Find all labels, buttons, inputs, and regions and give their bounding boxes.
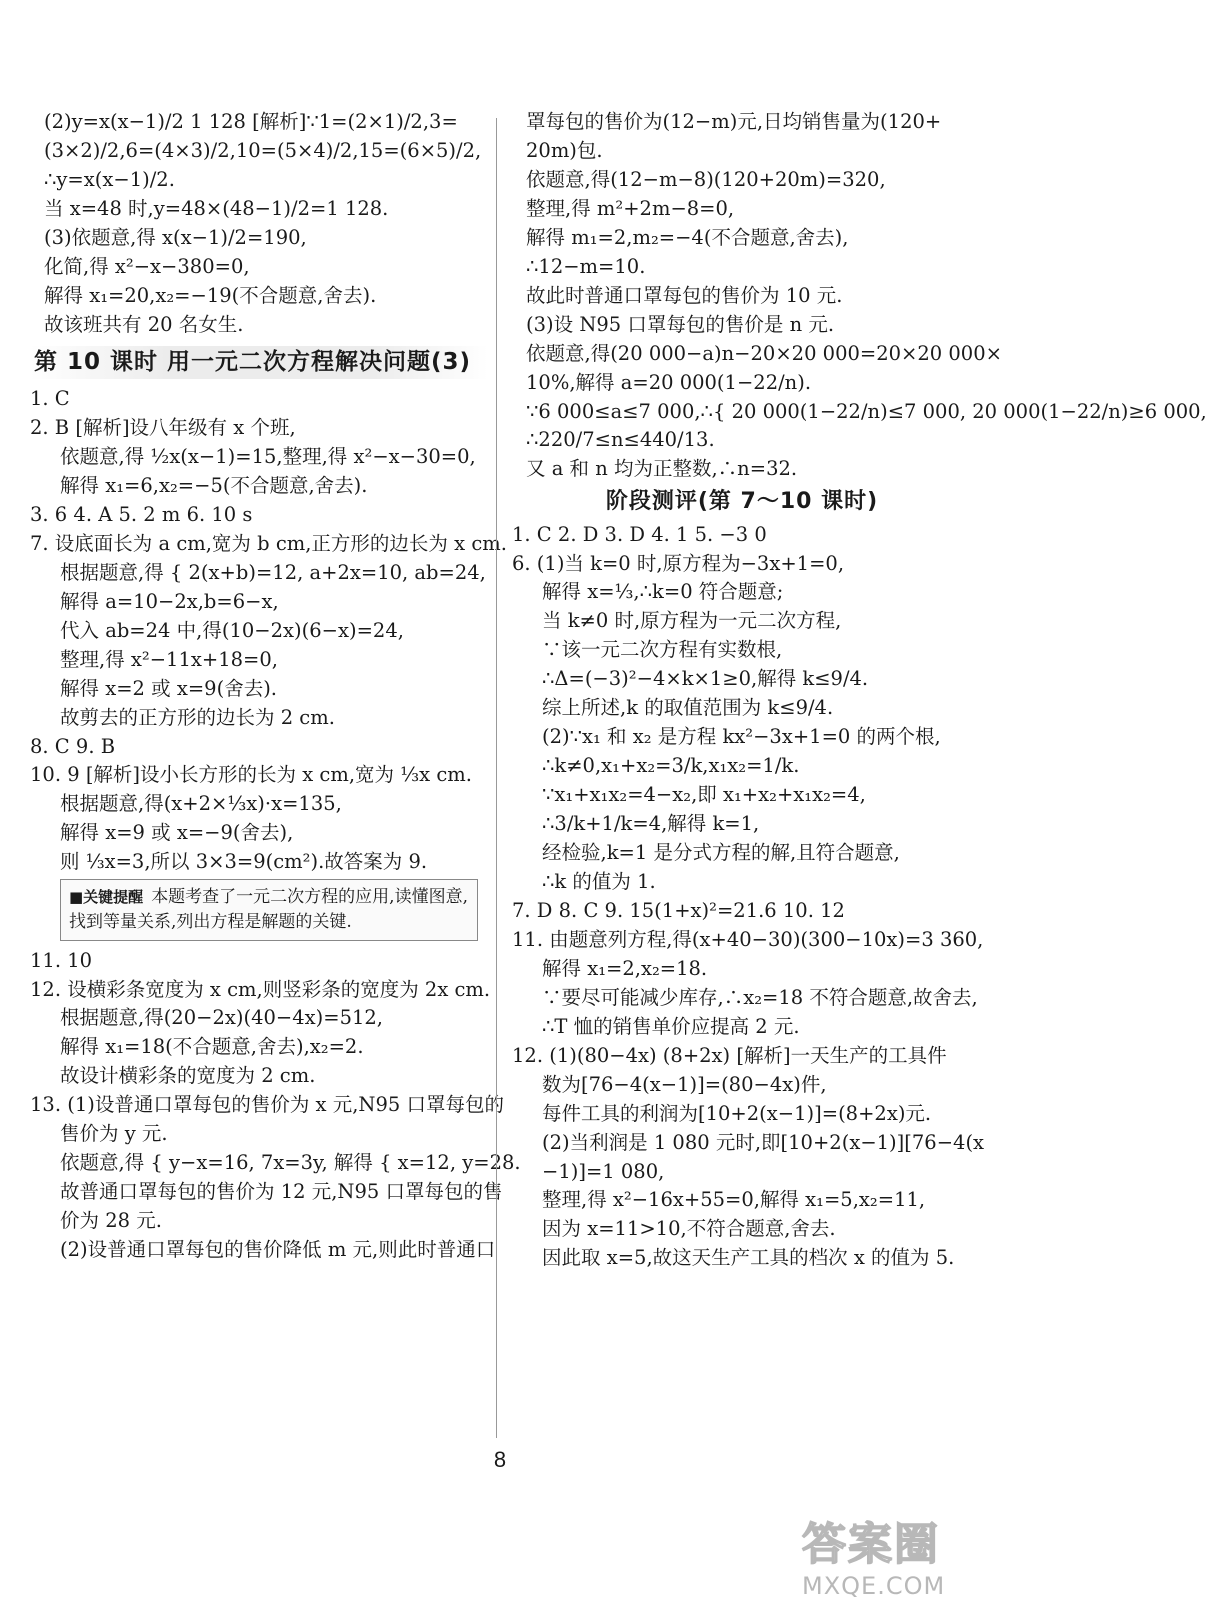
text-line: 又 a 和 n 均为正整数,∴n=32. bbox=[526, 457, 798, 481]
text-line: (3×2)/2,6=(4×3)/2,10=(5×4)/2,15=(6×5)/2, bbox=[44, 138, 482, 162]
answer-line: ∴3/k+1/k=4,解得 k=1, bbox=[542, 812, 760, 836]
text-line: 10%,解得 a=20 000(1−22/n). bbox=[526, 370, 812, 394]
answer-line: 故设计横彩条的宽度为 2 cm. bbox=[60, 1064, 316, 1088]
answer-line: 综上所述,k 的取值范围为 k≤9/4. bbox=[542, 696, 834, 720]
page-number: 8 bbox=[493, 1447, 507, 1472]
key-tip-text: 本题考查了一元二次方程的应用,读懂图意,找到等量关系,列出方程是解题的关键. bbox=[69, 887, 468, 932]
text-line: ∵6 000≤a≤7 000,∴{ 20 000(1−22/n)≤7 000, 20 000(1−22/n)≥6 000, bbox=[526, 399, 1207, 423]
text-line: 故该班共有 20 名女生. bbox=[44, 312, 244, 336]
key-tip-tag: ■关键提醒 bbox=[69, 888, 144, 907]
answer-line: 当 k≠0 时,原方程为一元二次方程, bbox=[542, 609, 842, 633]
answer-line: 解得 x=9 或 x=−9(舍去), bbox=[60, 821, 294, 845]
text-line: ∴y=x(x−1)/2. bbox=[44, 167, 175, 191]
text-line: 解得 x₁=20,x₂=−19(不合题意,舍去). bbox=[44, 283, 377, 307]
text-line: 罩每包的售价为(12−m)元,日均销售量为(120+ bbox=[526, 110, 942, 133]
right-column bbox=[512, 110, 1207, 1275]
key-tip-box bbox=[60, 879, 478, 940]
answer-line: 整理,得 x²−16x+55=0,解得 x₁=5,x₂=11, bbox=[542, 1188, 926, 1212]
answer-line: 6. (1)当 k=0 时,原方程为−3x+1=0, bbox=[512, 551, 845, 575]
answer-line: 解得 x₁=6,x₂=−5(不合题意,舍去). bbox=[60, 473, 368, 497]
text-line: (3)设 N95 口罩每包的售价是 n 元. bbox=[526, 312, 835, 336]
answer-line: 根据题意,得(x+2×⅓x)·x=135, bbox=[60, 792, 342, 816]
answer-line: 12. (1)(80−4x) (8+2x) [解析]一天生产的工具件 bbox=[512, 1043, 947, 1067]
text-line: (2)y=x(x−1)/2 1 128 [解析]∵1=(2×1)/2,3= bbox=[44, 110, 458, 133]
answer-line: 根据题意,得 { 2(x+b)=12, a+2x=10, ab=24, bbox=[60, 560, 486, 584]
text-line: 化简,得 x²−x−380=0, bbox=[44, 254, 250, 278]
text-line: 当 x=48 时,y=48×(48−1)/2=1 128. bbox=[44, 196, 389, 220]
answer-line: 12. 设横彩条宽度为 x cm,则竖彩条的宽度为 2x cm. bbox=[30, 977, 491, 1001]
text-line: 解得 m₁=2,m₂=−4(不合题意,舍去), bbox=[526, 225, 849, 249]
answer-line: 3. 6 4. A 5. 2 m 6. 10 s bbox=[30, 502, 253, 526]
answer-line: 解得 x=2 或 x=9(舍去). bbox=[60, 676, 277, 700]
text-line: 依题意,得(12−m−8)(120+20m)=320, bbox=[526, 167, 886, 191]
left-column bbox=[30, 110, 521, 1267]
answer-line: ∴k 的值为 1. bbox=[542, 869, 656, 893]
watermark-chars: 答案圈 bbox=[802, 1519, 940, 1570]
answer-line: 11. 由题意列方程,得(x+40−30)(300−10x)=3 360, bbox=[512, 927, 984, 951]
text-line: ∴220/7≤n≤440/13. bbox=[526, 428, 715, 452]
watermark-logo bbox=[802, 1508, 992, 1598]
answer-line: 代入 ab=24 中,得(10−2x)(6−x)=24, bbox=[60, 618, 404, 642]
answer-line: 11. 10 bbox=[30, 948, 93, 972]
answer-line: 故普通口罩每包的售价为 12 元,N95 口罩每包的售 bbox=[60, 1180, 503, 1204]
text-line: 依题意,得(20 000−a)n−20×20 000=20×20 000× bbox=[526, 341, 1002, 365]
lesson-title: 第 10 课时 用一元二次方程解决问题(3) bbox=[30, 346, 488, 379]
answer-line: 根据题意,得(20−2x)(40−4x)=512, bbox=[60, 1006, 383, 1030]
answer-line: −1)]=1 080, bbox=[542, 1159, 665, 1183]
answer-line: ∴Δ=(−3)²−4×k×1≥0,解得 k≤9/4. bbox=[542, 667, 869, 691]
answer-line: 7. D 8. C 9. 15(1+x)²=21.6 10. 12 bbox=[512, 898, 845, 922]
answer-line: ∴k≠0,x₁+x₂=3/k,x₁x₂=1/k. bbox=[542, 754, 800, 778]
answer-line: ∴T 恤的销售单价应提高 2 元. bbox=[542, 1014, 800, 1038]
text-line: (3)依题意,得 x(x−1)/2=190, bbox=[44, 225, 307, 249]
answer-line: 故剪去的正方形的边长为 2 cm. bbox=[60, 705, 335, 729]
answer-line: 数为[76−4(x−1)]=(80−4x)件, bbox=[542, 1072, 827, 1096]
text-line: ∴12−m=10. bbox=[526, 254, 646, 278]
answer-line: (2)∵x₁ 和 x₂ 是方程 kx²−3x+1=0 的两个根, bbox=[542, 725, 941, 749]
answer-line: 售价为 y 元. bbox=[60, 1122, 168, 1146]
answer-line: 7. 设底面长为 a cm,宽为 b cm,正方形的边长为 x cm. bbox=[30, 531, 507, 555]
answer-line: 依题意,得 ½x(x−1)=15,整理,得 x²−x−30=0, bbox=[60, 444, 476, 468]
text-line: 故此时普通口罩每包的售价为 10 元. bbox=[526, 283, 843, 307]
answer-line: 10. 9 [解析]设小长方形的长为 x cm,宽为 ⅓x cm. bbox=[30, 763, 472, 787]
watermark-site: MXQE.COM bbox=[802, 1572, 946, 1600]
answer-line: ∵要尽可能减少库存,∴x₂=18 不符合题意,故舍去, bbox=[542, 985, 978, 1009]
text-line: 20m)包. bbox=[526, 138, 603, 162]
answer-line: 13. (1)设普通口罩每包的售价为 x 元,N95 口罩每包的 bbox=[30, 1093, 504, 1117]
answer-line: 解得 x=⅓,∴k=0 符合题意; bbox=[542, 580, 784, 604]
answer-line: 因为 x=11>10,不符合题意,舍去. bbox=[542, 1217, 836, 1241]
answer-line: (2)当利润是 1 080 元时,即[10+2(x−1)][76−4(x bbox=[542, 1130, 985, 1154]
answer-line: 解得 x₁=18(不合题意,舍去),x₂=2. bbox=[60, 1035, 364, 1059]
answer-line: ∵x₁+x₁x₂=4−x₂,即 x₁+x₂+x₁x₂=4, bbox=[542, 783, 866, 807]
answer-line: 1. C 2. D 3. D 4. 1 5. −3 0 bbox=[512, 522, 767, 546]
stage-test-title: 阶段测评(第 7～10 课时) bbox=[605, 489, 879, 515]
answer-line: 解得 a=10−2x,b=6−x, bbox=[60, 589, 279, 613]
answer-line: 解得 x₁=2,x₂=18. bbox=[542, 956, 708, 980]
answer-line: 8. C 9. B bbox=[30, 734, 116, 758]
answer-line: ∵该一元二次方程有实数根, bbox=[542, 638, 783, 662]
answer-line: 价为 28 元. bbox=[60, 1209, 162, 1233]
answer-line: 则 ⅓x=3,所以 3×3=9(cm²).故答案为 9. bbox=[60, 850, 428, 874]
text-line: 整理,得 m²+2m−8=0, bbox=[526, 196, 735, 220]
answer-line: 1. C bbox=[30, 387, 70, 411]
answer-line: 因此取 x=5,故这天生产工具的档次 x 的值为 5. bbox=[542, 1246, 955, 1270]
answer-line: 经检验,k=1 是分式方程的解,且符合题意, bbox=[542, 841, 900, 865]
answer-line: 整理,得 x²−11x+18=0, bbox=[60, 647, 278, 671]
column-divider bbox=[496, 118, 497, 1438]
answer-line: 2. B [解析]设八年级有 x 个班, bbox=[30, 416, 296, 440]
answer-line: 每件工具的利润为[10+2(x−1)]=(8+2x)元. bbox=[542, 1101, 932, 1125]
answer-line: (2)设普通口罩每包的售价降低 m 元,则此时普通口 bbox=[60, 1238, 496, 1262]
answer-line: 依题意,得 { y−x=16, 7x=3y, 解得 { x=12, y=28. bbox=[60, 1151, 521, 1175]
